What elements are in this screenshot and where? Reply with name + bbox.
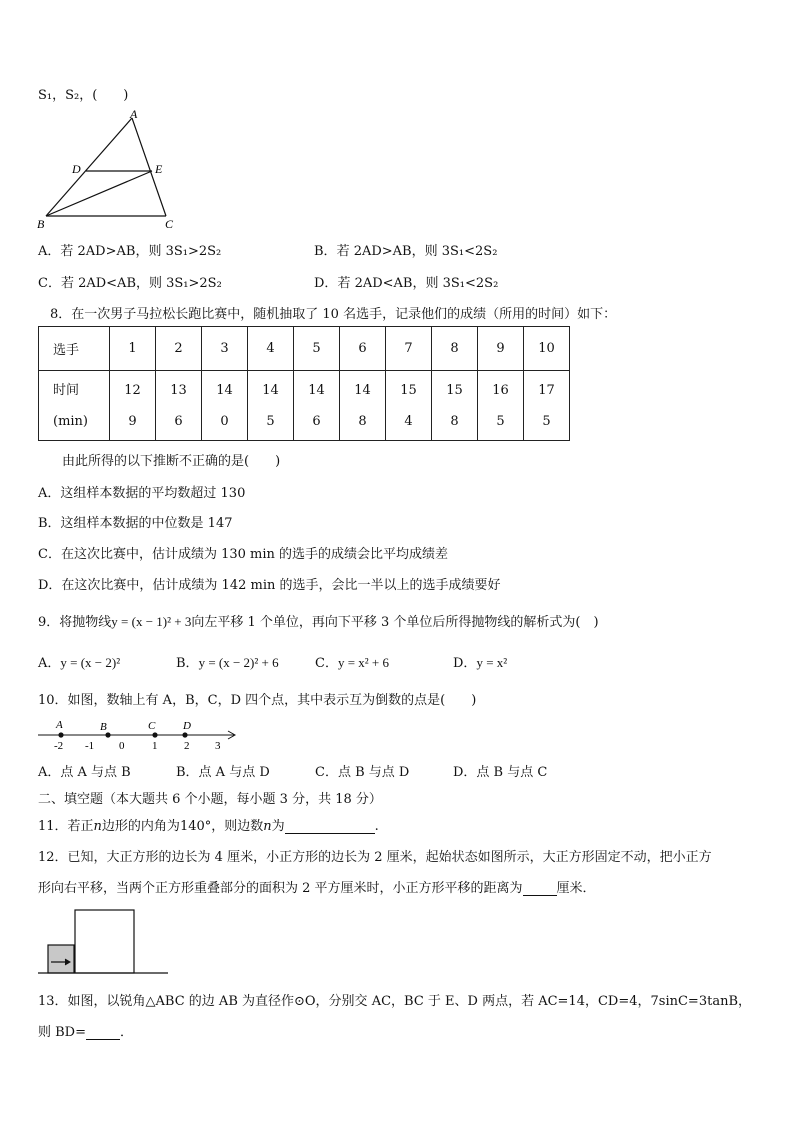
time-cell: 13 6	[156, 371, 202, 441]
player-cell: 2	[156, 327, 202, 371]
q9-stem: 9．将抛物线y = (x − 1)² + 3向左平移 1 个单位，再向下平移 3 个单位后所得抛物线的解析式为( )	[38, 614, 599, 630]
time-cell: 14 6	[294, 371, 340, 441]
q8-stem: 8．在一次男子马拉松长跑比赛中，随机抽取了 10 名选手，记录他们的成绩（所用的时间）如下：	[50, 307, 617, 322]
point-b: B	[100, 721, 107, 733]
q12-squares-figure	[38, 908, 172, 978]
section2-title: 二、填空题（本大题共 6 个小题，每小题 3 分，共 18 分）	[38, 792, 382, 807]
q13-line1: 13．如图，以锐角△ABC 的边 AB 为直径作⊙O，分别交 AC，BC 于 E、D 两点，若 AC=14，CD=4，7sinC=3tanB，	[38, 994, 751, 1009]
table-header-time: 时间 (min)	[39, 371, 110, 441]
player-cell: 9	[478, 327, 524, 371]
tick-label: -1	[85, 740, 95, 752]
q8-option-c: C．在这次比赛中，估计成绩为 130 min 的选手的成绩会比平均成绩差	[38, 547, 449, 562]
q9-option-a: A．y = (x − 2)²	[38, 655, 121, 671]
tick-label: 3	[215, 740, 221, 752]
q7-option-d: D．若 2AD<AB，则 3S₁<2S₂	[314, 276, 499, 291]
time-cell: 14 8	[340, 371, 386, 441]
time-cell: 17 5	[524, 371, 570, 441]
q7-option-c: C．若 2AD<AB，则 3S₁>2S₂	[38, 276, 222, 291]
time-cell: 15 4	[386, 371, 432, 441]
player-cell: 1	[110, 327, 156, 371]
tick-label: 0	[119, 740, 125, 752]
q8-question: 由此所得的以下推断不正确的是( )	[62, 454, 281, 469]
label-a: A	[130, 107, 138, 121]
player-cell: 7	[386, 327, 432, 371]
q7-option-b: B．若 2AD>AB，则 3S₁<2S₂	[314, 244, 498, 259]
q13-line2: 则 BD= ．	[38, 1025, 134, 1040]
q7-stem-tail: S₁，S₂，( )	[38, 88, 129, 103]
q9-option-d: D．y = x²	[453, 655, 508, 671]
q8-option-a: A．这组样本数据的平均数超过 130	[38, 486, 246, 501]
q11-answer-blank	[285, 833, 375, 834]
time-cell: 12 9	[110, 371, 156, 441]
q8-option-d: D．在这次比赛中，估计成绩为 142 min 的选手，会比一半以上的选手成绩要好	[38, 578, 501, 593]
point-d: D	[183, 720, 191, 732]
label-b: B	[37, 217, 45, 231]
tick-label: 1	[152, 740, 158, 752]
time-cell: 15 8	[432, 371, 478, 441]
q12-line1: 12．已知，大正方形的边长为 4 厘米，小正方形的边长为 2 厘米，起始状态如图所示，大正方形固定不动，把小正方	[38, 850, 712, 865]
point-c: C	[148, 720, 156, 732]
q12-line2: 形向右平移，当两个正方形重叠部分的面积为 2 平方厘米时，小正方形平移的距离为 厘米．	[38, 881, 596, 896]
small-square	[48, 945, 74, 973]
player-cell: 5	[294, 327, 340, 371]
tick-label: -2	[54, 740, 64, 752]
q10-option-c: C．点 B 与点 D	[315, 765, 410, 780]
label-d: D	[72, 162, 81, 176]
time-cell: 14 5	[248, 371, 294, 441]
q10-option-b: B．点 A 与点 D	[176, 765, 270, 780]
point-a: A	[56, 719, 63, 731]
tick-label: 2	[184, 740, 190, 752]
label-e: E	[155, 162, 163, 176]
q7-option-a: A．若 2AD>AB，则 3S₁>2S₂	[38, 244, 222, 259]
q7-triangle-figure	[34, 106, 194, 234]
player-cell: 6	[340, 327, 386, 371]
q8-times-table	[38, 326, 570, 441]
player-cell: 3	[202, 327, 248, 371]
player-cell: 4	[248, 327, 294, 371]
q11-text: 11．若正n边形的内角为140°，则边数n为 .	[38, 819, 379, 834]
q12-answer-blank	[523, 895, 557, 896]
q10-option-a: A．点 A 与点 B	[38, 765, 131, 780]
label-c: C	[165, 217, 174, 231]
table-header-player: 选手	[39, 327, 110, 371]
time-cell: 14 0	[202, 371, 248, 441]
q10-option-d: D．点 B 与点 C	[453, 765, 548, 780]
q9-option-b: B．y = (x − 2)² + 6	[176, 655, 279, 671]
time-cell: 16 5	[478, 371, 524, 441]
q8-option-b: B．这组样本数据的中位数是 147	[38, 516, 233, 531]
q13-answer-blank	[86, 1039, 120, 1040]
q10-stem: 10．如图，数轴上有 A，B，C，D 四个点，其中表示互为倒数的点是( )	[38, 693, 477, 708]
large-square	[75, 910, 134, 973]
player-cell: 10	[524, 327, 570, 371]
q9-option-c: C．y = x² + 6	[315, 655, 390, 671]
q10-number-line	[34, 714, 244, 754]
player-cell: 8	[432, 327, 478, 371]
